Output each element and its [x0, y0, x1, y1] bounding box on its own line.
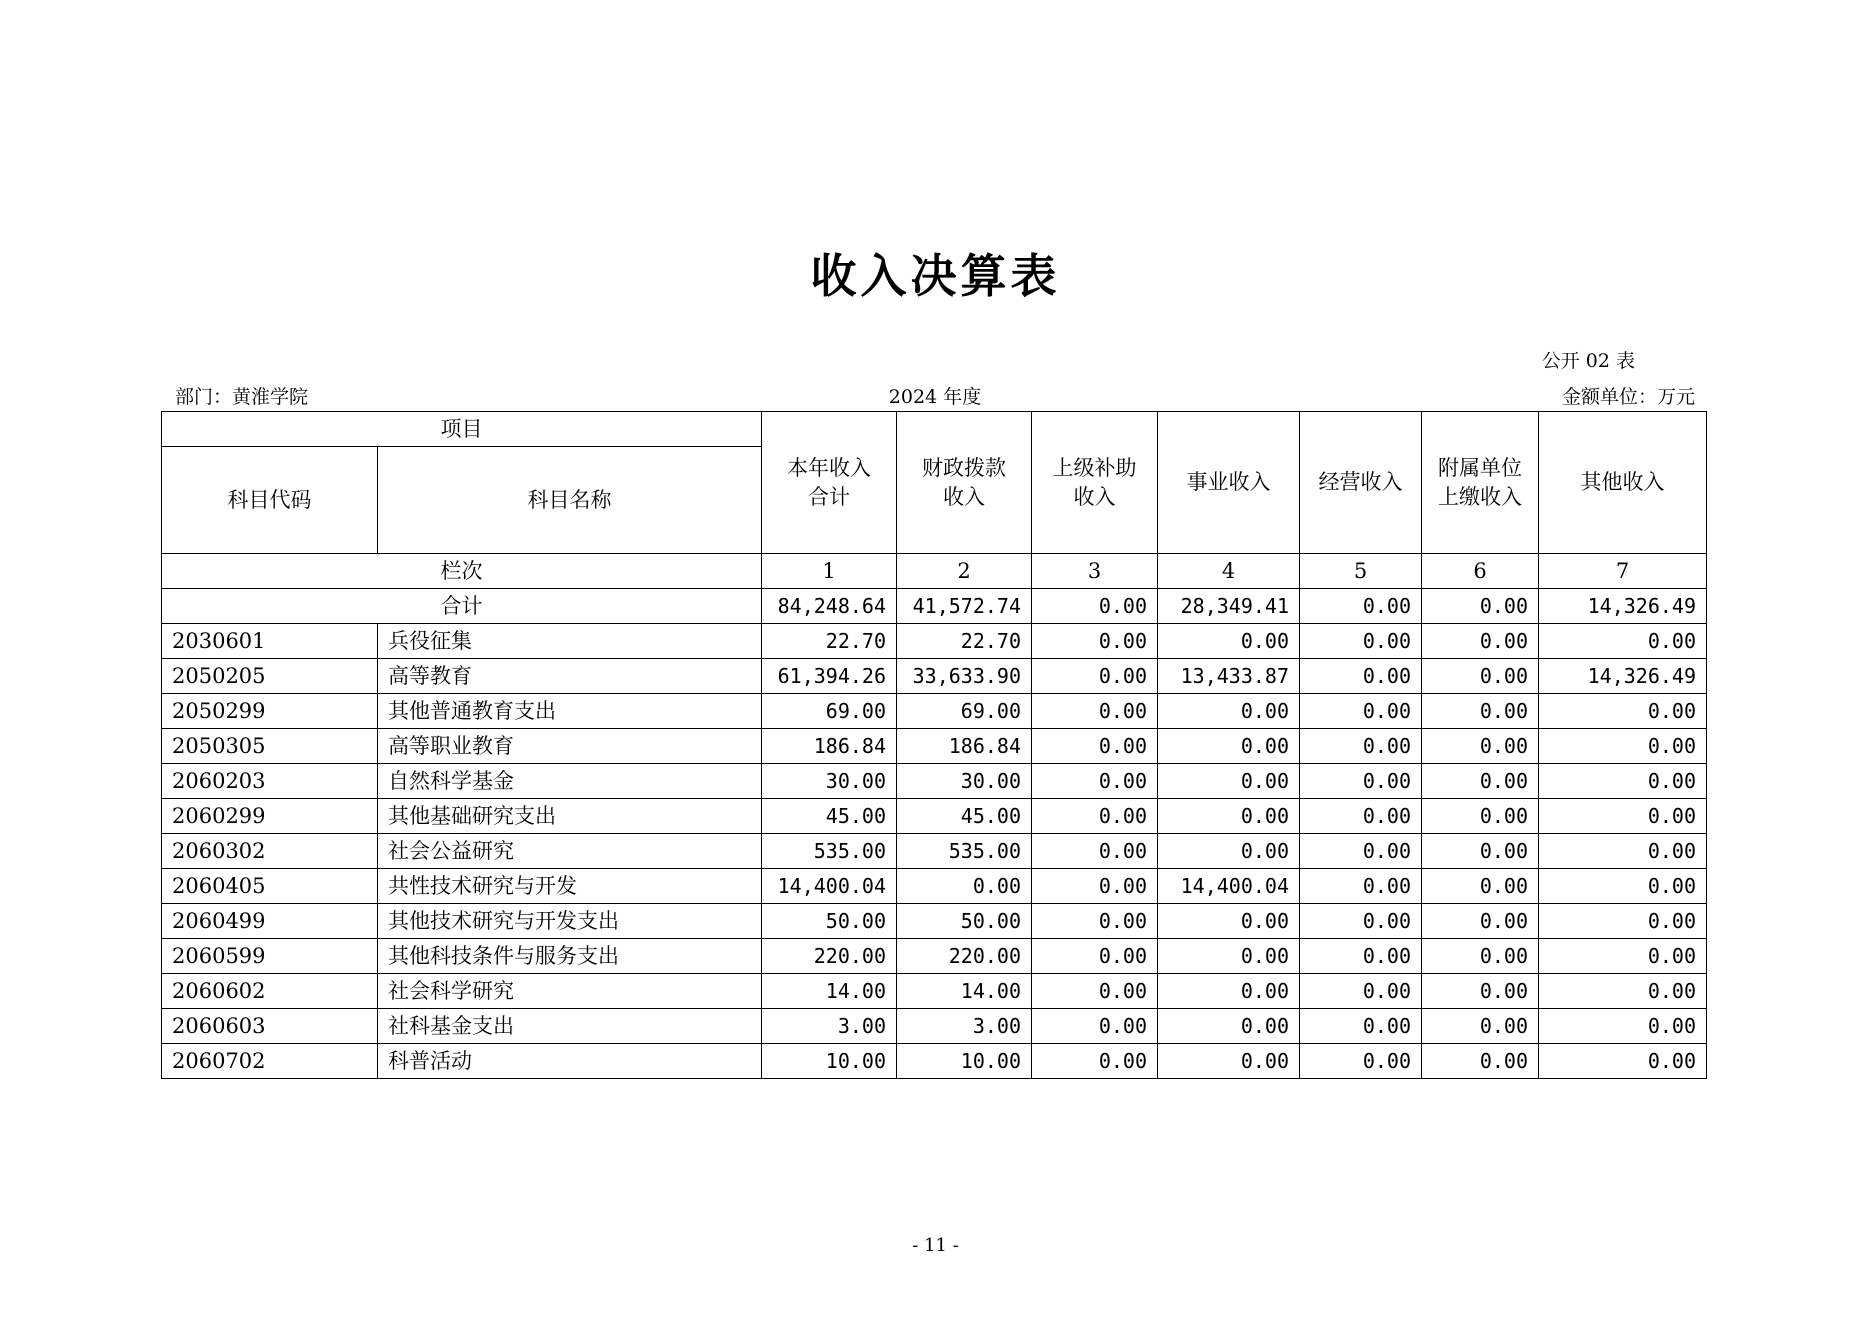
subject-code: 2060302 — [162, 834, 378, 869]
form-number: 公开 02 表 — [1541, 350, 1635, 372]
header-col-6 — [1422, 412, 1539, 554]
amount-cell: 0.00 — [1539, 939, 1707, 974]
subject-name: 其他普通教育支出 — [378, 694, 762, 729]
table-row — [162, 939, 1707, 974]
total-value: 14,326.49 — [1539, 589, 1707, 624]
amount-cell: 0.00 — [1539, 764, 1707, 799]
amount-cell: 535.00 — [762, 834, 897, 869]
amount-cell: 33,633.90 — [897, 659, 1032, 694]
amount-cell: 45.00 — [897, 799, 1032, 834]
amount-cell: 0.00 — [1300, 764, 1422, 799]
amount-cell: 14.00 — [762, 974, 897, 1009]
fiscal-year: 2024 年度 — [888, 386, 982, 408]
table-row — [162, 694, 1707, 729]
page-title: 收入决算表 — [810, 249, 1061, 303]
amount-cell: 0.00 — [897, 869, 1032, 904]
subject-code: 2060203 — [162, 764, 378, 799]
subject-name: 社会公益研究 — [378, 834, 762, 869]
column-index: 3 — [1032, 554, 1158, 589]
column-index-label: 栏次 — [162, 554, 762, 589]
amount-cell: 0.00 — [1422, 694, 1539, 729]
amount-cell: 0.00 — [1032, 729, 1158, 764]
header-col-7 — [1539, 412, 1707, 554]
amount-cell: 0.00 — [1032, 834, 1158, 869]
header-col-text: 本年收入 — [787, 456, 871, 481]
amount-cell: 0.00 — [1422, 1044, 1539, 1079]
subject-name: 高等职业教育 — [378, 729, 762, 764]
subject-code: 2060702 — [162, 1044, 378, 1079]
amount-cell: 0.00 — [1158, 624, 1300, 659]
subject-code: 2060405 — [162, 869, 378, 904]
amount-cell: 0.00 — [1539, 694, 1707, 729]
header-col-text: 合计 — [808, 484, 850, 509]
total-value: 28,349.41 — [1158, 589, 1300, 624]
header-col-5 — [1300, 412, 1422, 554]
amount-cell: 0.00 — [1300, 939, 1422, 974]
amount-cell: 0.00 — [1539, 799, 1707, 834]
header-col-text: 其他收入 — [1580, 470, 1665, 495]
table-row — [162, 764, 1707, 799]
table-row — [162, 1044, 1707, 1079]
amount-cell: 0.00 — [1300, 1044, 1422, 1079]
amount-cell: 0.00 — [1422, 624, 1539, 659]
amount-cell: 0.00 — [1032, 1009, 1158, 1044]
subject-name: 共性技术研究与开发 — [378, 869, 762, 904]
amount-cell: 0.00 — [1422, 799, 1539, 834]
amount-cell: 0.00 — [1539, 834, 1707, 869]
amount-cell: 0.00 — [1300, 624, 1422, 659]
subject-code: 2060602 — [162, 974, 378, 1009]
amount-cell: 0.00 — [1032, 904, 1158, 939]
amount-cell: 0.00 — [1158, 904, 1300, 939]
amount-cell: 220.00 — [762, 939, 897, 974]
subject-code: 2030601 — [162, 624, 378, 659]
amount-unit: 金额单位：万元 — [1561, 386, 1695, 408]
table-row — [162, 974, 1707, 1009]
amount-cell: 0.00 — [1539, 729, 1707, 764]
table-row — [162, 1009, 1707, 1044]
amount-cell: 0.00 — [1158, 694, 1300, 729]
amount-cell: 0.00 — [1032, 694, 1158, 729]
amount-cell: 69.00 — [897, 694, 1032, 729]
amount-cell: 186.84 — [762, 729, 897, 764]
subject-code: 2060299 — [162, 799, 378, 834]
amount-cell: 0.00 — [1422, 834, 1539, 869]
total-value: 41,572.74 — [897, 589, 1032, 624]
amount-cell: 0.00 — [1300, 1009, 1422, 1044]
header-col-text: 收入 — [1073, 484, 1116, 509]
amount-cell: 0.00 — [1032, 799, 1158, 834]
subject-code: 2050205 — [162, 659, 378, 694]
table-row — [162, 869, 1707, 904]
header-col-4 — [1158, 412, 1300, 554]
header-col-1 — [762, 412, 897, 554]
amount-cell: 22.70 — [762, 624, 897, 659]
amount-cell: 14,400.04 — [1158, 869, 1300, 904]
subject-code: 2060499 — [162, 904, 378, 939]
amount-cell: 0.00 — [1422, 869, 1539, 904]
amount-cell: 0.00 — [1422, 764, 1539, 799]
amount-cell: 0.00 — [1032, 1044, 1158, 1079]
column-index: 7 — [1539, 554, 1707, 589]
subject-name: 社科基金支出 — [378, 1009, 762, 1044]
amount-cell: 45.00 — [762, 799, 897, 834]
amount-cell: 0.00 — [1422, 974, 1539, 1009]
total-value: 0.00 — [1032, 589, 1158, 624]
table-row — [162, 729, 1707, 764]
amount-cell: 0.00 — [1422, 939, 1539, 974]
total-value: 0.00 — [1300, 589, 1422, 624]
amount-cell: 0.00 — [1300, 974, 1422, 1009]
amount-cell: 0.00 — [1300, 659, 1422, 694]
amount-cell: 0.00 — [1158, 1044, 1300, 1079]
header-col-text: 附属单位 — [1438, 456, 1522, 481]
subject-name: 社会科学研究 — [378, 974, 762, 1009]
amount-cell: 186.84 — [897, 729, 1032, 764]
total-value: 84,248.64 — [762, 589, 897, 624]
amount-cell: 0.00 — [1158, 834, 1300, 869]
subject-name: 自然科学基金 — [378, 764, 762, 799]
amount-cell: 30.00 — [897, 764, 1032, 799]
department-label: 部门：黄淮学院 — [175, 386, 309, 408]
amount-cell: 0.00 — [1158, 764, 1300, 799]
amount-cell: 0.00 — [1300, 904, 1422, 939]
amount-cell: 0.00 — [1158, 729, 1300, 764]
header-col-text: 财政拨款 — [922, 456, 1006, 481]
income-table — [161, 411, 1707, 1079]
header-col-text: 事业收入 — [1186, 470, 1271, 495]
column-index: 2 — [897, 554, 1032, 589]
meta-row — [175, 382, 1695, 408]
page-number: - 11 - — [912, 1235, 959, 1256]
amount-cell: 10.00 — [762, 1044, 897, 1079]
amount-cell: 0.00 — [1539, 869, 1707, 904]
table-row — [162, 904, 1707, 939]
subject-code: 2050299 — [162, 694, 378, 729]
table-row — [162, 624, 1707, 659]
amount-cell: 3.00 — [762, 1009, 897, 1044]
subject-name: 科普活动 — [378, 1044, 762, 1079]
subject-name: 高等教育 — [378, 659, 762, 694]
amount-cell: 10.00 — [897, 1044, 1032, 1079]
header-col-text: 收入 — [943, 484, 985, 509]
amount-cell: 0.00 — [1300, 729, 1422, 764]
total-row — [162, 589, 1707, 624]
table-row — [162, 659, 1707, 694]
column-index: 5 — [1300, 554, 1422, 589]
total-value: 0.00 — [1422, 589, 1539, 624]
amount-cell: 22.70 — [897, 624, 1032, 659]
amount-cell: 0.00 — [1300, 799, 1422, 834]
amount-cell: 50.00 — [762, 904, 897, 939]
amount-cell: 0.00 — [1539, 1009, 1707, 1044]
amount-cell: 30.00 — [762, 764, 897, 799]
header-code: 科目代码 — [162, 447, 378, 554]
amount-cell: 0.00 — [1300, 869, 1422, 904]
header-project: 项目 — [162, 412, 762, 447]
table-row — [162, 834, 1707, 869]
amount-cell: 0.00 — [1158, 939, 1300, 974]
amount-cell: 14,400.04 — [762, 869, 897, 904]
amount-cell: 0.00 — [1158, 974, 1300, 1009]
subject-name: 其他科技条件与服务支出 — [378, 939, 762, 974]
amount-cell: 535.00 — [897, 834, 1032, 869]
amount-cell: 3.00 — [897, 1009, 1032, 1044]
amount-cell: 220.00 — [897, 939, 1032, 974]
total-label: 合计 — [162, 589, 762, 624]
header-col-text: 上级补助 — [1052, 456, 1137, 481]
amount-cell: 0.00 — [1539, 904, 1707, 939]
header-name: 科目名称 — [378, 447, 762, 554]
amount-cell: 0.00 — [1422, 659, 1539, 694]
column-index-row — [162, 554, 1707, 589]
subject-name: 其他基础研究支出 — [378, 799, 762, 834]
amount-cell: 0.00 — [1422, 1009, 1539, 1044]
amount-cell: 0.00 — [1032, 764, 1158, 799]
amount-cell: 0.00 — [1032, 939, 1158, 974]
amount-cell: 0.00 — [1158, 799, 1300, 834]
column-index: 4 — [1158, 554, 1300, 589]
amount-cell: 0.00 — [1300, 834, 1422, 869]
header-col-3 — [1032, 412, 1158, 554]
subject-name: 兵役征集 — [378, 624, 762, 659]
amount-cell: 0.00 — [1032, 974, 1158, 1009]
amount-cell: 14,326.49 — [1539, 659, 1707, 694]
amount-cell: 0.00 — [1158, 1009, 1300, 1044]
amount-cell: 0.00 — [1032, 869, 1158, 904]
amount-cell: 0.00 — [1539, 1044, 1707, 1079]
subject-code: 2060599 — [162, 939, 378, 974]
amount-cell: 61,394.26 — [762, 659, 897, 694]
subject-code: 2050305 — [162, 729, 378, 764]
amount-cell: 0.00 — [1539, 624, 1707, 659]
subject-code: 2060603 — [162, 1009, 378, 1044]
header-col-text: 经营收入 — [1318, 470, 1403, 495]
amount-cell: 13,433.87 — [1158, 659, 1300, 694]
amount-cell: 0.00 — [1300, 694, 1422, 729]
column-index: 6 — [1422, 554, 1539, 589]
header-col-text: 上缴收入 — [1438, 484, 1522, 509]
amount-cell: 0.00 — [1422, 904, 1539, 939]
amount-cell: 50.00 — [897, 904, 1032, 939]
header-col-2 — [897, 412, 1032, 554]
amount-cell: 0.00 — [1539, 974, 1707, 1009]
amount-cell: 69.00 — [762, 694, 897, 729]
column-index: 1 — [762, 554, 897, 589]
amount-cell: 0.00 — [1032, 624, 1158, 659]
amount-cell: 0.00 — [1032, 659, 1158, 694]
amount-cell: 14.00 — [897, 974, 1032, 1009]
subject-name: 其他技术研究与开发支出 — [378, 904, 762, 939]
table-row — [162, 799, 1707, 834]
amount-cell: 0.00 — [1422, 729, 1539, 764]
